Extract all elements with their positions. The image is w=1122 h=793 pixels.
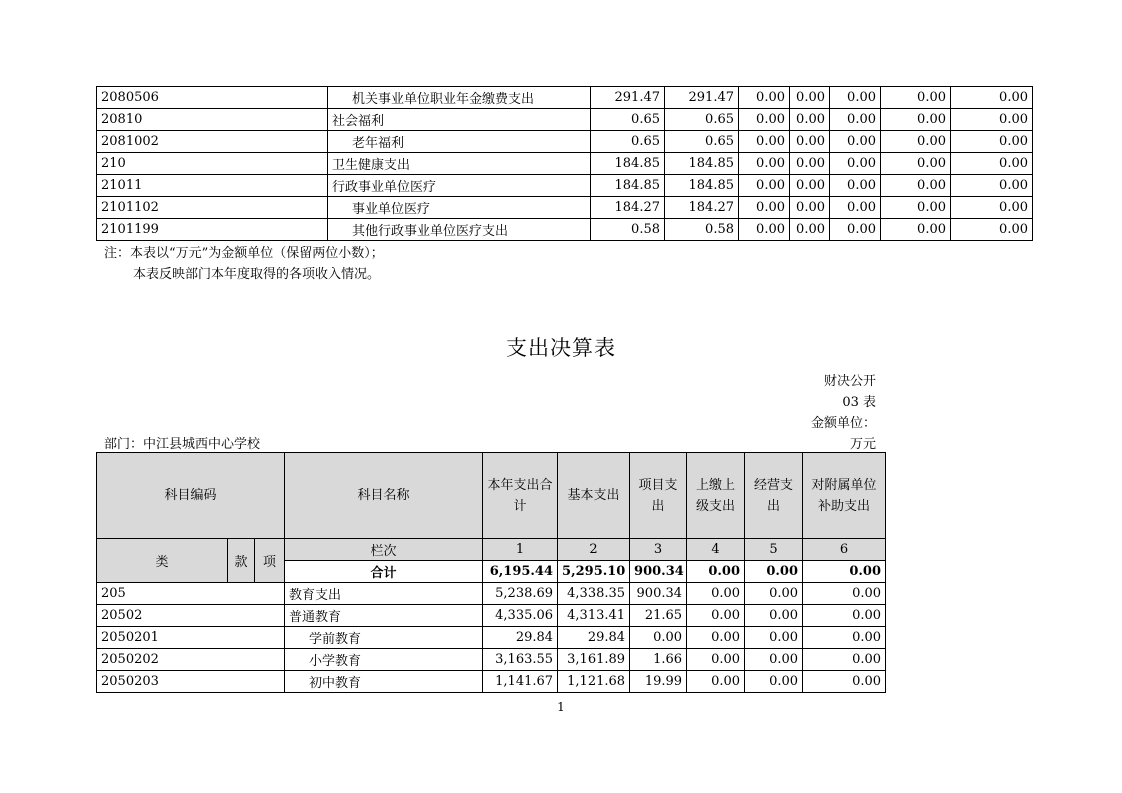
row-value: 0.00 <box>881 87 951 109</box>
row-value: 0.00 <box>803 649 886 671</box>
row-name: 小学教育 <box>285 649 483 671</box>
row-value: 0.00 <box>790 87 830 109</box>
row-value: 4,335.06 <box>483 605 558 627</box>
row-code: 210 <box>97 153 328 175</box>
header-subsidy: 对附属单位补助支出 <box>803 453 886 539</box>
row-value: 0.00 <box>951 87 1033 109</box>
row-value: 900.34 <box>630 583 687 605</box>
row-code: 2050201 <box>97 627 285 649</box>
table-row <box>97 219 1033 241</box>
row-name: 机关事业单位职业年金缴费支出 <box>328 87 591 109</box>
row-value: 0.00 <box>830 197 881 219</box>
row-value: 19.99 <box>630 671 687 693</box>
header-lanci: 栏次 <box>285 539 483 561</box>
header-xiang: 项 <box>255 539 285 583</box>
row-code: 21011 <box>97 175 328 197</box>
table-note-description: 本表反映部门本年度取得的各项收入情况。 <box>133 267 381 282</box>
row-value: 0.58 <box>591 219 665 241</box>
header-col6: 6 <box>803 539 886 561</box>
row-value: 0.00 <box>951 131 1033 153</box>
row-value: 0.00 <box>687 649 745 671</box>
total-c5: 0.00 <box>745 561 803 583</box>
total-c4: 0.00 <box>687 561 745 583</box>
row-value: 0.00 <box>830 219 881 241</box>
row-value: 1.66 <box>630 649 687 671</box>
row-value: 0.00 <box>951 219 1033 241</box>
row-value: 5,238.69 <box>483 583 558 605</box>
row-value: 0.58 <box>665 219 739 241</box>
row-value: 0.00 <box>630 627 687 649</box>
row-value: 0.00 <box>790 131 830 153</box>
row-value: 0.00 <box>881 219 951 241</box>
row-value: 0.00 <box>739 109 790 131</box>
row-code: 2050203 <box>97 671 285 693</box>
row-code: 2101102 <box>97 197 328 219</box>
row-code: 2050202 <box>97 649 285 671</box>
row-code: 205 <box>97 583 285 605</box>
row-value: 0.65 <box>665 131 739 153</box>
row-value: 3,161.89 <box>558 649 630 671</box>
row-value: 0.00 <box>687 671 745 693</box>
row-value: 1,121.68 <box>558 671 630 693</box>
row-value: 0.00 <box>830 175 881 197</box>
row-name: 社会福利 <box>328 109 591 131</box>
row-value: 0.00 <box>739 153 790 175</box>
row-value: 29.84 <box>558 627 630 649</box>
page-title: 支出决算表 <box>506 336 616 360</box>
header-col3: 3 <box>630 539 687 561</box>
row-value: 0.00 <box>790 197 830 219</box>
row-value: 1,141.67 <box>483 671 558 693</box>
row-code: 20502 <box>97 605 285 627</box>
row-value: 21.65 <box>630 605 687 627</box>
form-label: 财决公开 <box>823 374 876 389</box>
table-note-unit: 注：本表以“万元”为金额单位（保留两位小数）； <box>104 246 384 261</box>
row-value: 0.00 <box>951 197 1033 219</box>
row-value: 184.27 <box>665 197 739 219</box>
row-value: 0.00 <box>790 109 830 131</box>
row-value: 0.00 <box>881 153 951 175</box>
table-row <box>97 175 1033 197</box>
total-c6: 0.00 <box>803 561 886 583</box>
row-code: 20810 <box>97 109 328 131</box>
row-value: 0.00 <box>739 131 790 153</box>
table-row <box>97 671 886 693</box>
row-value: 0.00 <box>790 175 830 197</box>
row-value: 0.00 <box>830 87 881 109</box>
row-value: 0.00 <box>739 175 790 197</box>
row-value: 0.00 <box>739 197 790 219</box>
row-value: 0.00 <box>830 153 881 175</box>
table-row <box>97 605 886 627</box>
row-value: 0.00 <box>830 109 881 131</box>
header-project: 项目支出 <box>630 453 687 539</box>
total-c1: 6,195.44 <box>483 561 558 583</box>
row-value: 0.00 <box>739 219 790 241</box>
row-value: 4,313.41 <box>558 605 630 627</box>
total-label: 合计 <box>285 561 483 583</box>
row-code: 2080506 <box>97 87 328 109</box>
header-col5: 5 <box>745 539 803 561</box>
row-value: 0.00 <box>803 671 886 693</box>
row-value: 29.84 <box>483 627 558 649</box>
row-value: 0.00 <box>951 175 1033 197</box>
row-value: 184.85 <box>591 175 665 197</box>
row-value: 4,338.35 <box>558 583 630 605</box>
table-row <box>97 87 1033 109</box>
header-col2: 2 <box>558 539 630 561</box>
row-name: 行政事业单位医疗 <box>328 175 591 197</box>
row-name: 事业单位医疗 <box>328 197 591 219</box>
row-value: 184.85 <box>665 175 739 197</box>
row-value: 0.65 <box>591 131 665 153</box>
row-value: 0.00 <box>745 605 803 627</box>
header-lei: 类 <box>97 539 228 583</box>
row-value: 0.00 <box>881 175 951 197</box>
row-name: 老年福利 <box>328 131 591 153</box>
header-upper: 上缴上级支出 <box>687 453 745 539</box>
row-value: 0.00 <box>830 131 881 153</box>
row-value: 0.00 <box>881 131 951 153</box>
row-code: 2081002 <box>97 131 328 153</box>
row-value: 0.00 <box>745 649 803 671</box>
row-name: 教育支出 <box>285 583 483 605</box>
row-value: 0.00 <box>687 605 745 627</box>
page-number: 1 <box>557 700 565 714</box>
row-value: 184.85 <box>591 153 665 175</box>
header-basic: 基本支出 <box>558 453 630 539</box>
header-total: 本年支出合计 <box>483 453 558 539</box>
row-value: 0.00 <box>803 583 886 605</box>
row-value: 0.00 <box>687 627 745 649</box>
unit-value: 万元 <box>849 437 876 452</box>
header-code: 科目编码 <box>97 453 285 539</box>
row-value: 0.00 <box>739 87 790 109</box>
department-label: 部门：中江县城西中心学校 <box>104 437 261 452</box>
header-kuan: 款 <box>228 539 255 583</box>
row-value: 291.47 <box>665 87 739 109</box>
table-row <box>97 583 886 605</box>
row-value: 0.65 <box>665 109 739 131</box>
row-value: 0.00 <box>687 583 745 605</box>
row-name: 初中教育 <box>285 671 483 693</box>
header-name: 科目名称 <box>285 453 483 539</box>
row-value: 0.00 <box>745 583 803 605</box>
row-value: 0.00 <box>803 605 886 627</box>
table-number: 03 表 <box>842 395 876 410</box>
row-value: 0.00 <box>951 109 1033 131</box>
row-value: 184.27 <box>591 197 665 219</box>
row-value: 0.00 <box>745 627 803 649</box>
row-value: 291.47 <box>591 87 665 109</box>
table-row <box>97 153 1033 175</box>
row-value: 0.00 <box>881 109 951 131</box>
expense-table <box>96 452 886 693</box>
total-c3: 900.34 <box>630 561 687 583</box>
row-value: 0.00 <box>790 153 830 175</box>
row-name: 卫生健康支出 <box>328 153 591 175</box>
row-value: 0.00 <box>790 219 830 241</box>
table-row <box>97 197 1033 219</box>
header-col1: 1 <box>483 539 558 561</box>
row-value: 3,163.55 <box>483 649 558 671</box>
table-row <box>97 627 886 649</box>
header-business: 经营支出 <box>745 453 803 539</box>
row-name: 学前教育 <box>285 627 483 649</box>
income-table-continuation <box>96 86 1033 241</box>
row-value: 0.00 <box>951 153 1033 175</box>
row-value: 0.00 <box>803 627 886 649</box>
row-name: 其他行政事业单位医疗支出 <box>328 219 591 241</box>
table-row <box>97 109 1033 131</box>
table-row <box>97 131 1033 153</box>
row-value: 0.00 <box>881 197 951 219</box>
table-row <box>97 649 886 671</box>
total-c2: 5,295.10 <box>558 561 630 583</box>
unit-label: 金额单位： <box>810 416 876 431</box>
row-value: 0.65 <box>591 109 665 131</box>
row-name: 普通教育 <box>285 605 483 627</box>
header-col4: 4 <box>687 539 745 561</box>
row-code: 2101199 <box>97 219 328 241</box>
row-value: 0.00 <box>745 671 803 693</box>
row-value: 184.85 <box>665 153 739 175</box>
